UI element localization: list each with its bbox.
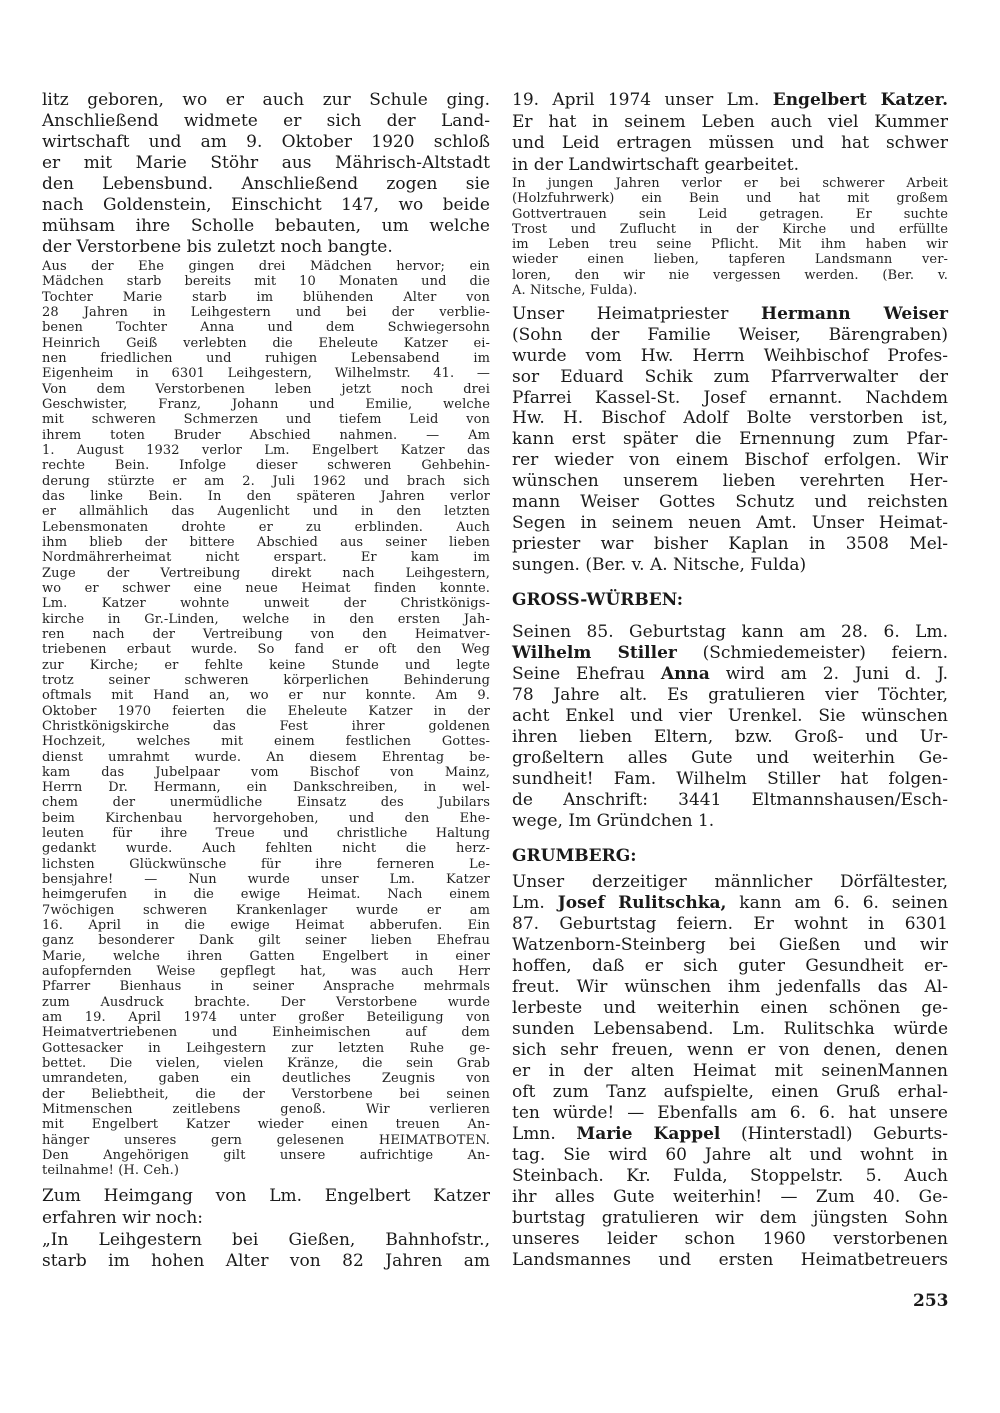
text-line: sunden Lebensabend. Lm. Rulitschka würde [512,1019,948,1039]
text-line: de Anschrift: 3441 Eltmannshausen/Esch- [512,790,948,810]
text-line: 7wöchigen schweren Krankenlager wurde er am [42,902,490,918]
text-line: lichsten Glückwünsche für ihre ferneren Le- [42,856,490,872]
text-line: Marie, welche ihren Gatten Engelbert in einer [42,948,490,964]
text-line: Segen in seinem neuen Amt. Unser Heimat- [512,512,948,533]
text-line: Trost und Zuflucht in der Kirche und erfüllte [512,221,948,237]
text-line: kirche in Gr.-Linden, welche in den ersten Jah- [42,611,490,627]
text-line: den Lebensbund. Anschließend zogen sie [42,174,490,194]
text-line: loren, den wir nie vergessen werden. (Ber. v. [512,267,948,283]
text-line: 16. April in die ewige Heimat abberufen. Ein [42,918,490,934]
text-line: mann Weiser Gottes Schutz und reichsten [512,492,948,513]
text-line: bettet. Die vielen, vielen Kränze, die sein Grab [42,1056,490,1072]
text-line: Mädchen starb bereits mit 10 Monaten und die [42,274,490,290]
text-line: das linke Bein. In den späteren Jahren verlor [42,488,490,504]
text-line: wurde vom Hw. Herrn Weihbischof Profes- [512,345,948,366]
paragraph-hermann-weiser [512,304,948,576]
text-line: 28 Jahren in Leihgestern und bei der verblie- [42,304,490,320]
text-line: Hochzeit, welches mit einem festlichen Gottes- [42,734,490,750]
text-line: er allmählich das Augenlicht und in den letzten [42,504,490,520]
text-line: Steinbach. Kr. Fulda, Stoppelstr. 5. Auch [512,1166,948,1186]
text-line: Geschwister, Franz, Johann und Emilie, welche [42,396,490,412]
text-line: rechte Bein. Infolge dieser schweren Gehbehin- [42,458,490,474]
text-line: Den Angehörigen gilt unsere aufrichtige An- [42,1148,490,1164]
text-line: Heimatvertriebenen und Einheimischen auf dem [42,1025,490,1041]
text-line: sungen. (Ber. v. A. Nitsche, Fulda) [512,554,807,575]
text-line: Zuge der Vertreibung direkt nach Leihgestern, [42,565,490,581]
text-line: tag. Sie wird 60 Jahre alt und wohnt in [512,1145,948,1165]
text-segment: kann am 6. 6. seinen [726,893,948,913]
text-line: beim Kirchenbau hervorgehoben, und den Ehe- [42,810,490,826]
text-line: A. Nitsche, Fulda). [512,283,638,299]
paragraph-josef-rulitschka [512,872,948,1271]
text-line: mit Engelbert Katzer wieder einen treuen An- [42,1117,490,1133]
text-line: Anschließend widmete er sich der Land- [42,111,490,131]
text-line: (Sohn der Familie Weiser, Bärengraben) [512,324,948,345]
text-segment: (Schmiedemeister) feiern. [676,643,948,663]
text-line: erfahren wir noch: [42,1207,204,1228]
text-line: Hw. H. Bischof Adolf Bolte verstorben ist, [512,408,948,429]
text-line: heimgerufen in die ewige Heimat. Nach einem [42,887,490,903]
text-line: bensjahre! — Nun wurde unser Lm. Katzer [42,872,490,888]
paragraph-katzer-intro [42,90,490,258]
text-line: zur Kirche; er fehlte keine Stunde und legte [42,657,490,673]
text-segment: Unser Heimatpriester [512,304,762,324]
text-segment: Lm. [512,893,558,913]
text-line: rer wieder von einem Bischof erfolgen. Wir [512,450,948,471]
text-line: wege, Im Gründchen 1. [512,811,715,831]
text-line: nen friedlichen und ruhigen Lebensabend im [42,350,490,366]
text-line: In jungen Jahren verlor er bei schwerer Arbeit [512,176,948,191]
text-line: lerbeste und weiterhin einen schönen ge- [512,998,948,1018]
bold-name: Marie Kappel [576,1124,721,1144]
text-line: starb im hohen Alter von 82 Jahren am [42,1251,490,1271]
text-line: zum Ausdruck brachte. Der Verstorbene wurde [42,994,490,1010]
text-line: wirtschaft und am 9. Oktober 1920 schloß [42,132,490,152]
text-line: ihr alles Gute weiterhin! — Zum 40. Ge- [512,1187,948,1207]
text-line: wo er schwer eine neue Heimat finden konnte. [42,580,490,596]
paragraph-katzer-obituary [42,259,490,1179]
text-line: freut. Wir wünschen ihm jedenfalls das Al- [512,977,948,997]
text-line: Seinen 85. Geburtstag kann am 28. 6. Lm. [512,622,948,642]
text-line: unseres leider schon 1960 verstorbenen [512,1229,948,1249]
text-segment: wird am 2. Juni d. J. [709,664,948,684]
text-line: Pfarrei Kassel-St. Josef ernannt. Nachdem [512,387,948,408]
page-number: 253 [913,1291,949,1311]
text-line: benen Tochter Anna und dem Schwiegersohn [42,320,490,336]
text-line: der Verstorbene bis zuletzt noch bangte. [42,237,393,257]
text-line: Gottvertrauen sein Leid getragen. Er suchte [512,206,948,222]
text-line: acht Enkel und vier Urenkel. Sie wünschen [512,706,948,726]
paragraph-heimgang-intro [42,1186,490,1229]
text-line: mühsam ihre Scholle bebauten, um welche [42,216,490,236]
text-line: Mitmenschen zeitlebens genoß. Wir verlieren [42,1102,490,1118]
text-line: Nordmährerheimat nicht erspart. Er kam im [42,550,490,566]
text-line: Eigenheim in 6301 Leihgestern, Wilhelmstr. 41. — [42,366,490,382]
text-line: Watzenborn-Steinberg bei Gießen und wir [512,935,948,955]
text-line [512,90,948,112]
text-line: aufopfernden Weise gepflegt hat, was auch Herr [42,964,490,980]
text-line: derung stürzte er am 2. Juli 1962 und brach sich [42,473,490,489]
text-line: sundheit! Fam. Wilhelm Stiller hat folgen- [512,769,948,789]
text-line: kann erst später die Ernennung zum Pfar- [512,429,948,450]
section-heading-gross-wuerben: GROSS-WÜRBEN: [512,590,683,610]
text-line [512,304,948,325]
text-line: 87. Geburtstag feiern. Er wohnt in 6301 [512,914,948,934]
text-line: Aus der Ehe gingen drei Mädchen hervor; ein [42,259,490,274]
text-line: nach Goldenstein, Einschicht 147, wo beide [42,195,490,215]
text-line: oftmals mit Hand an, wo er nur konnte. Am 9. [42,688,490,704]
text-line [512,643,948,664]
text-line: Pfarrer Bienhaus in seiner Ansprache mehrmals [42,979,490,995]
text-line: trotz seiner schweren körperlichen Behinderung [42,672,490,688]
text-line: Christkönigskirche das Fest ihrer goldenen [42,718,490,734]
text-segment: Lmn. [512,1124,577,1144]
text-segment: (Hinterstadl) Geburts- [720,1124,948,1144]
text-line: ren nach der Vertreibung von den Heimatver- [42,626,490,642]
text-line: wünschen unserem lieben verehrten Her- [512,471,948,492]
paragraph-leihgestern-quote [42,1230,490,1272]
text-line: 1. August 1932 verlor Lm. Engelbert Katzer das [42,442,490,458]
bold-name: Josef Rulitschka, [557,893,727,913]
text-line: kam das Jubelpaar vom Bischof von Mainz, [42,764,490,780]
text-line: ten würde! — Ebenfalls am 6. 6. hat unsere [512,1103,948,1123]
text-line: Herrn Dr. Hermann, ein Dankschreiben, in wel- [42,780,490,796]
text-line: leuten für ihre Treue und christliche Haltung [42,826,490,842]
text-line: ihm blieb der bittere Abschied aus seiner lieben [42,534,490,550]
text-line: Heinrich Geiß verlebten die Eheleute Katzer ei- [42,335,490,351]
bold-name: Engelbert Katzer. [772,90,948,110]
paragraph-leihgestern-quote-continued [512,90,948,177]
text-line: der Beliebtheit, die der Verstorbene bei seinen [42,1086,490,1102]
text-line: Lm. Katzer wohnte unweit der Christkönigs- [42,596,490,612]
section-heading-grumberg: GRUMBERG: [512,846,637,866]
text-line: umrandeten, gaben ein deutliches Zeugnis von [42,1071,490,1087]
text-line: Von dem Verstorbenen leben jetzt noch drei [42,381,490,397]
text-line: ihren lieben Eltern, bzw. Groß- und Ur- [512,727,948,747]
text-segment: Seine Ehefrau [512,664,661,684]
text-line: ihrem toten Bruder Abschied nahmen. — Am [42,427,490,443]
paragraph-wilhelm-stiller [512,622,948,832]
text-line: am 19. April 1974 unter großer Beteiligung von [42,1010,490,1026]
text-line: mit schweren Schmerzen und tiefem Leid von [42,412,490,428]
text-line: Oktober 1970 feierten die Eheleute Katzer in der [42,703,490,719]
text-line: sor Eduard Schik zum Pfarrverwalter der [512,366,948,387]
text-line: er in der alten Heimat mit seinenMannen [512,1061,948,1081]
text-line: Gottesacker in Leihgestern zur letzten Ruhe ge- [42,1040,490,1056]
text-line: gedankt wurde. Auch fehlten nicht die herz- [42,841,490,857]
text-line: Lebensmonaten drohte er zu erblinden. Auch [42,519,490,535]
bold-name: Wilhelm Stiller [512,643,677,663]
text-line: Landsmannes und ersten Heimatbetreuers [512,1250,948,1270]
text-line: ganz besonderer Dank gilt seiner lieben Ehefrau [42,933,490,949]
text-line: sich sehr freuen, wenn er von denen, denen [512,1040,948,1060]
text-line [512,664,948,685]
text-line: priester war bisher Kaplan in 3508 Mel- [512,533,948,554]
text-line: Zum Heimgang von Lm. Engelbert Katzer [42,1186,490,1206]
text-line: teilnahme! (H. Ceh.) [42,1163,179,1179]
text-line: dienst umrahmt wurde. An diesem Ehrentag be- [42,749,490,765]
text-line: (Holzfuhrwerk) ein Bein und hat mit großem [512,191,948,207]
text-line: Tochter Marie starb im blühenden Alter von [42,289,490,305]
text-line: wieder einen lieben, tapferen Landsmann ver- [512,252,948,268]
text-line: chem der unermüdliche Einsatz des Jubilars [42,795,490,811]
bold-name: Anna [660,664,710,684]
text-line: er mit Marie Stöhr aus Mährisch-Altstadt [42,153,490,173]
text-line [512,1124,948,1145]
text-segment: 19. April 1974 unser Lm. [512,90,773,110]
text-line: burtstag gratulieren wir dem jüngsten Sohn [512,1208,948,1228]
text-line: hoffen, daß er sich guter Gesundheit er- [512,956,948,976]
text-line: „In Leihgestern bei Gießen, Bahnhofstr., [42,1230,490,1250]
text-line: 78 Jahre alt. Es gratulieren vier Töchter, [512,685,948,705]
text-line: hänger unseres gern gelesenen HEIMATBOTEN. [42,1132,490,1148]
text-line: Er hat in seinem Leben auch viel Kummer [512,111,948,132]
text-line: im Leben treu seine Pflicht. Mit ihm haben wir [512,237,948,253]
bold-name: Hermann Weiser [761,304,948,324]
text-line: und Leid ertragen müssen und hat schwer [512,133,948,154]
text-line [512,893,948,914]
text-line: großeltern alles Gute und weiterhin Ge- [512,748,948,768]
text-line: triebenen erbaut wurde. So fand er oft den Weg [42,642,490,658]
text-line: litz geboren, wo er auch zur Schule ging. [42,90,490,110]
text-line: in der Landwirtschaft gearbeitet. [512,155,800,176]
text-line: Unser derzeitiger männlicher Dörfältester, [512,872,948,892]
paragraph-katzer-life [512,176,948,298]
text-line: oft zum Tanz aufspielte, einen Gruß erhal- [512,1082,948,1102]
